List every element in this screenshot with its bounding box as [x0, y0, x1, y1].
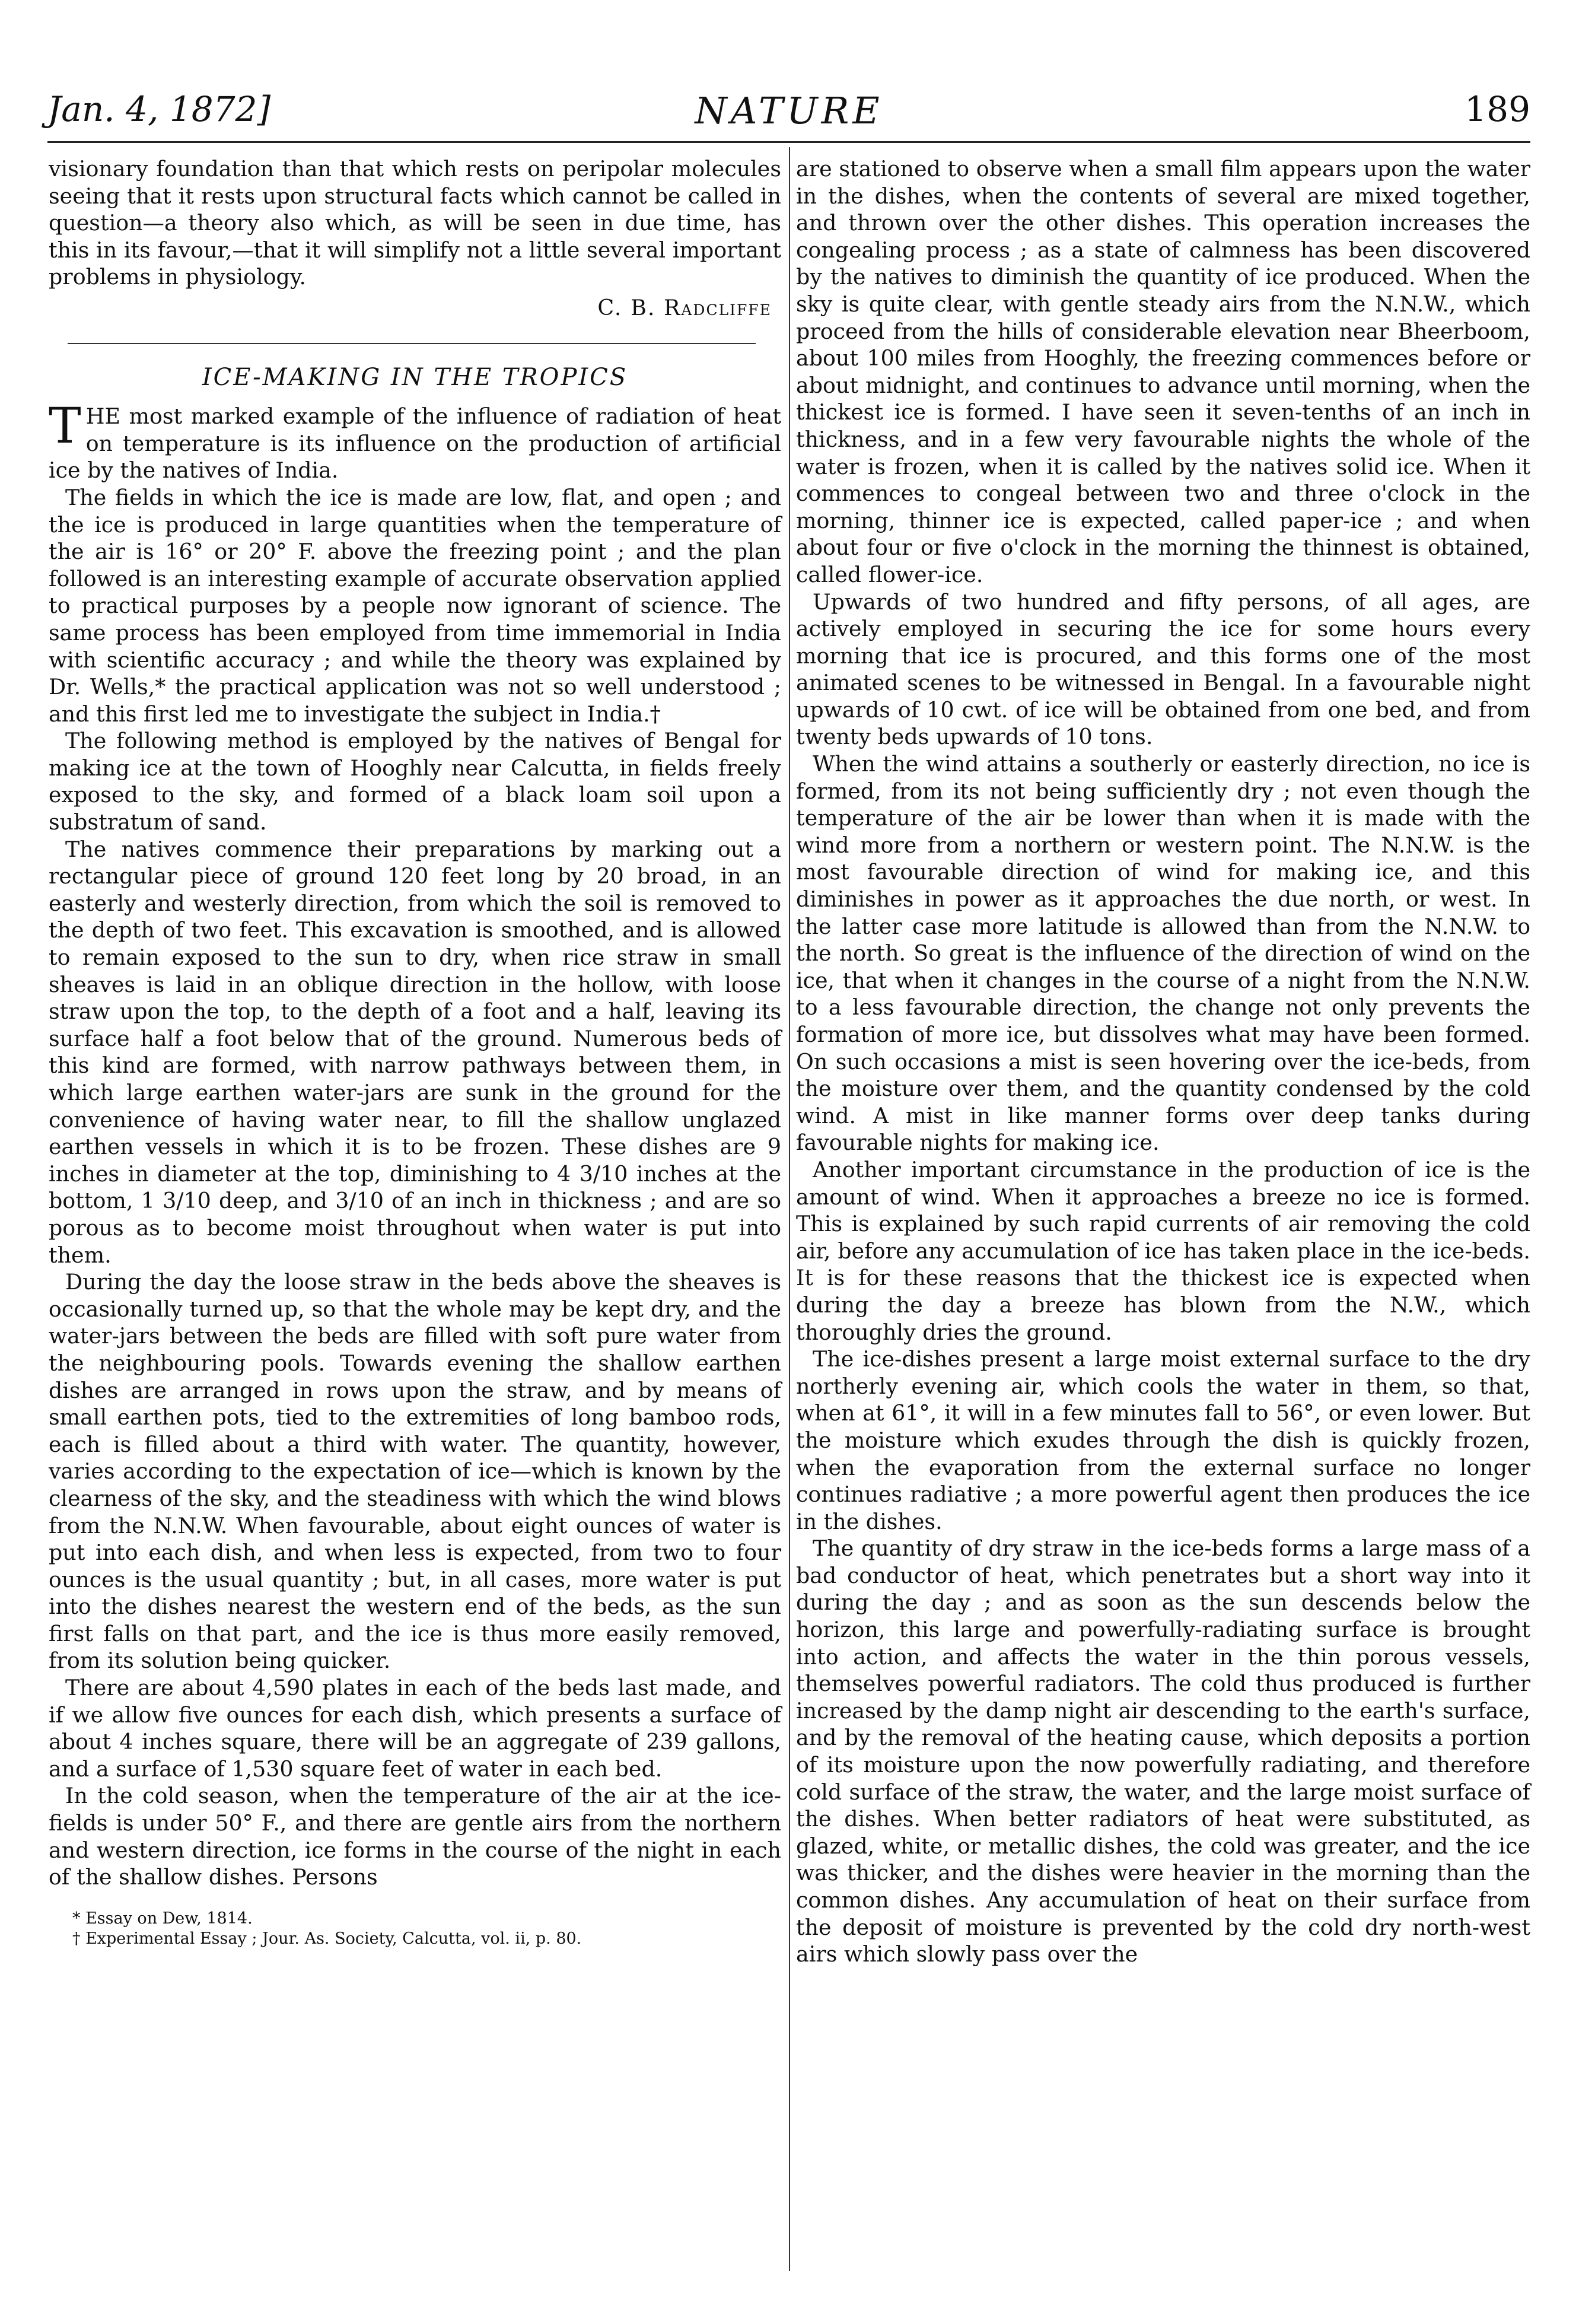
- article-paragraph: The quantity of dry straw in the ice-beds forms a large mass of a bad conductor of heat, which penetrates but a short way into it during the day ; and as soon as the sun descends below the horizon, this large and powerfully-radiating surface is brought into action, and affects the water in the thin porous vessels, themselves powerful radiators. The cold thus produced is further increased by the damp night air descending to the earth's surface, and by the removal of the heating cause, which deposits a portion of its moisture upon the now powerfully radiating, and therefore cold surface of the straw, the water, and the large moist surface of the dishes. When better radiators of heat were substituted, as glazed, white, or metallic dishes, the cold was greater, and the ice was thicker, and the dishes were heavier in the morning than the common dishes. Any accumulation of heat on their surface from the deposit of moisture is prevented by the cold dry north-west airs which slowly pass over the: [796, 1535, 1530, 1967]
- article-separator-rule: [68, 343, 756, 344]
- article-paragraph: In the cold season, when the temperature of the air at the ice-fields is under 50° F., and there are gentle airs from the northern and western direction, ice forms in the course of the night in each of the shallow dishes. Persons: [49, 1783, 781, 1890]
- right-column: [796, 155, 1530, 1968]
- journal-title: NATURE: [695, 89, 883, 132]
- article-paragraph: are stationed to observe when a small film appears upon the water in the dishes, when the contents of several are mixed together, and thrown over the other dishes. This operation increases the congealing process ; as a state of calmness has been discovered by the natives to diminish the quantity of ice produced. When the sky is quite clear, with gentle steady airs from the N.N.W., which proceed from the hills of considerable elevation near Bheerboom, about 100 miles from Hooghly, the freezing commences before or about midnight, and continues to advance until morning, when the thickest ice is formed. I have seen it seven-tenths of an inch in thickness, and in a few very favourable nights the whole of the water is frozen, when it is called by the natives solid ice. When it commences to congeal between two and three o'clock in the morning, thinner ice is expected, called paper-ice ; and when about four or five o'clock in the morning the thinnest is obtained, called flower-ice.: [796, 156, 1530, 587]
- article-paragraph: The fields in which the ice is made are low, flat, and open ; and the ice is produced in large quantities when the temperature of the air is 16° or 20° F. above the freezing point ; and the plan followed is an interesting example of accurate observation applied to practical purposes by a people now ignorant of science. The same process has been employed from time immemorial in India with scientific accuracy ; and while the theory was explained by Dr. Wells,* the practical application was not so well understood ; and this first led me to investigate the subject in India.†: [49, 484, 781, 727]
- running-header: [47, 89, 1530, 142]
- article-paragraph: During the day the loose straw in the beds above the sheaves is occasionally turned up, so that the whole may be kept dry, and the water-jars between the beds are filled with soft pure water from the neighbouring pools. Towards evening the shallow earthen dishes are arranged in rows upon the straw, and by means of small earthen pots, tied to the extremities of long bamboo rods, each is filled about a third with water. The quantity, however, varies according to the expectation of ice—which is known by the clearness of the sky, and the steadiness with which the wind blows from the N.N.W. When favourable, about eight ounces of water is put into each dish, and when less is expected, from two to four ounces is the usual quantity ; but, in all cases, more water is put into the dishes nearest the western end of the beds, as the sun first falls on that part, and the ice is thus more easily removed, from its solution being quicker.: [49, 1269, 781, 1674]
- left-column: [49, 155, 781, 1949]
- article-paragraph: The natives commence their preparations by marking out a rectangular piece of ground 120 feet long by 20 broad, in an easterly and westerly direction, from which the soil is removed to the depth of two feet. This excavation is smoothed, and is allowed to remain exposed to the sun to dry, when rice straw in small sheaves is laid in an oblique direction in the hollow, with loose straw upon the top, to the depth of a foot and a half, leaving its surface half a foot below that of the ground. Numerous beds of this kind are formed, with narrow pathways between them, in which large earthen water-jars are sunk in the ground for the convenience of having water near, to fill the shallow unglazed earthen vessels in which it is to be frozen. These dishes are 9 inches in diameter at the top, diminishing to 4 3/10 inches at the bottom, 1 3/10 deep, and 3/10 of an inch in thickness ; and are so porous as to become moist throughout when water is put into them.: [49, 836, 781, 1268]
- article-paragraph: There are about 4,590 plates in each of the beds last made, and if we allow five ounces for each dish, which presents a surface of about 4 inches square, there will be an aggregate of 239 gallons, and a surface of 1,530 square feet of water in each bed.: [49, 1675, 781, 1782]
- article-paragraph: The ice-dishes present a large moist external surface to the dry northerly evening air, which cools the water in them, so that, when at 61°, it will in a few minutes fall to 56°, or even lower. But the moisture which exudes through the dish is quickly frozen, when the evaporation from the external surface no longer continues radiative ; a more powerful agent then produces the ice in the dishes.: [796, 1346, 1530, 1534]
- article-paragraph: [49, 398, 781, 484]
- article-paragraph: The following method is employed by the natives of Bengal for making ice at the town of Hooghly near Calcutta, in fields freely exposed to the sky, and formed of a black loam soil upon a substratum of sand.: [49, 728, 781, 835]
- issue-date: Jan. 4, 1872]: [47, 89, 271, 129]
- paragraph-text: HE most marked example of the influence of radiation of heat on temperature is its influence on the production of artificial ice by the natives of India.: [49, 403, 781, 484]
- article-paragraph: Upwards of two hundred and fifty persons, of all ages, are actively employed in securing the ice for some hours every morning that ice is procured, and this forms one of the most animated scenes to be witnessed in Bengal. In a favourable night upwards of 10 cwt. of ice will be obtained from one bed, and from twenty beds upwards of 10 tons.: [796, 589, 1530, 750]
- column-divider: [789, 147, 790, 2271]
- header-rule: [47, 141, 1530, 143]
- article-paragraph: Another important circumstance in the production of ice is the amount of wind. When it approaches a breeze no ice is formed. This is explained by such rapid currents of air removing the cold air, before any accumulation of ice has taken place in the ice-beds. It is for these reasons that the thickest ice is expected when during the day a breeze has blown from the N.W., which thoroughly dries the ground.: [796, 1156, 1530, 1345]
- page-number: 189: [1465, 89, 1530, 129]
- article-title: ICE-MAKING IN THE TROPICS: [202, 363, 628, 391]
- article-paragraph: When the wind attains a southerly or easterly direction, no ice is formed, from its not being sufficiently dry ; not even though the temperature of the air be lower than when it is made with the wind more from a northern or western point. The N.N.W. is the most favourable direction of wind for making ice, and this diminishes in power as it approaches the due north, or west. In the latter case more latitude is allowed than from the N.N.W. to the north. So great is the influence of the direction of wind on the ice, that when it changes in the course of a night from the N.N.W. to a less favourable direction, the change not only prevents the formation of more ice, but dissolves what may have been formed. On such occasions a mist is seen hovering over the ice-beds, from the moisture over them, and the quantity condensed by the cold wind. A mist in like manner forms over deep tanks during favourable nights for making ice.: [796, 751, 1530, 1156]
- drop-cap: T: [49, 398, 81, 455]
- footnote: † Experimental Essay ; Jour. As. Society, Calcutta, vol. ii, p. 80.: [72, 1929, 582, 1948]
- footnotes: [49, 1909, 781, 1949]
- continuation-paragraph: visionary foundation than that which rests on peripolar molecules seeing that it rests upon structural facts which cannot be called in question—a theory also which, as will be seen in due time, has this in its favour,—that it will simplify not a little several important problems in physiology.: [49, 156, 781, 290]
- footnote: * Essay on Dew, 1814.: [72, 1909, 253, 1928]
- author-signature: C. B. Radcliffe: [597, 294, 772, 320]
